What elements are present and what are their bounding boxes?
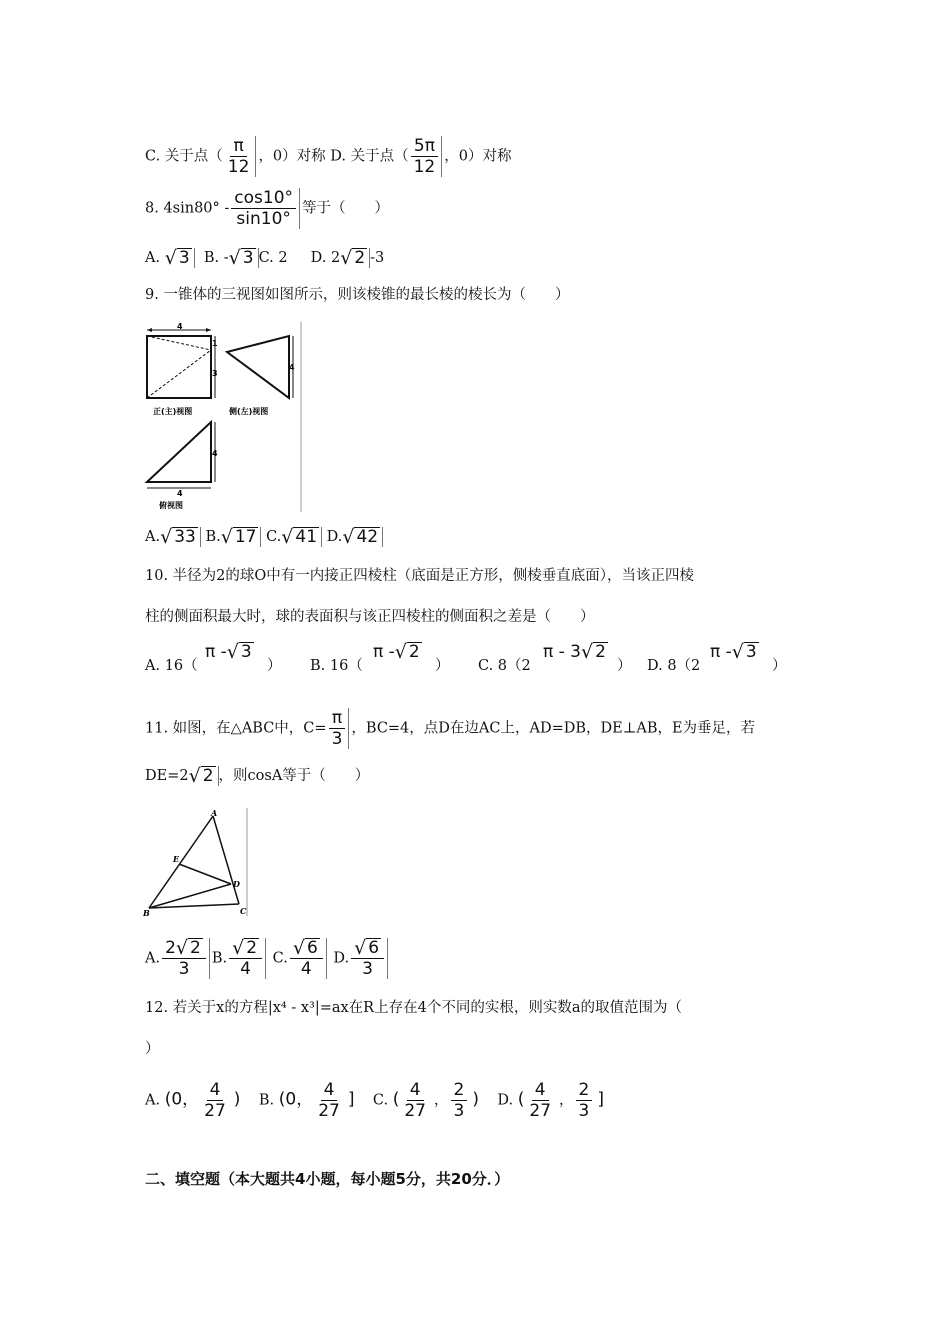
q12-option-c-denominator-2: 3 <box>453 1101 465 1121</box>
q11-line2-suffix: ，则cosA等于（ ） <box>218 768 370 784</box>
q11-options <box>145 938 390 979</box>
q12-option-c-numerator-1: 4 <box>407 1080 424 1101</box>
q8-option-c: C. 2 <box>258 250 288 266</box>
q11-vertex-c-label: C <box>240 906 247 916</box>
q12-option-d-denominator-1: 27 <box>529 1101 552 1121</box>
q10-option-c-pi: π - 3 <box>543 642 581 662</box>
q9-side-view-label: 侧(左)视图 <box>229 407 269 416</box>
q9-option-a-radical: √ 33 <box>160 527 201 547</box>
q12-option-b-fraction <box>315 1080 346 1121</box>
q8-option-b-radical: √ 3 <box>229 248 259 268</box>
q10-option-c-radicand: 2 <box>595 642 606 662</box>
q12-option-d-denominator-2: 3 <box>578 1101 590 1121</box>
q12-option-c-comma: ， <box>434 1092 449 1109</box>
q12-option-d-label: D. <box>497 1092 514 1109</box>
q7-option-c-suffix: ，0）对称 <box>258 148 326 165</box>
q11-option-b-numerator: √ 2 <box>229 938 262 959</box>
q12-option-b-denominator: 27 <box>318 1101 340 1121</box>
q10-option-d-radicand: 3 <box>745 642 757 662</box>
q9-side-view <box>227 336 295 416</box>
q9-option-c-label: C. <box>266 529 282 545</box>
q11-option-d-fraction <box>351 938 388 979</box>
q12-stem-line-1: 12. 若关于x的方程|x⁴ - x³|=ax在R上存在4个不同的实根，则实数a的取值范围为（ <box>145 1000 682 1016</box>
q12-option-a-numerator: 4 <box>207 1080 224 1101</box>
q11-angle-numerator: π <box>329 708 345 729</box>
q11-stem-line-2 <box>145 766 369 786</box>
q12-option-a-close: ) <box>233 1089 241 1110</box>
q9-front-dim-1: 1 <box>212 339 218 348</box>
q9-front-view <box>147 322 218 416</box>
q12-option-b-numerator: 4 <box>321 1080 338 1101</box>
q11-angle-fraction <box>329 708 350 749</box>
q12-option-c-fraction-1 <box>401 1080 432 1121</box>
q11-option-b-denominator: 4 <box>240 959 251 979</box>
q10-option-a-expr: π - √ 3 <box>205 641 252 663</box>
q10-option-b-close: ） <box>435 658 450 674</box>
q10-option-d-label: D. 8（2 <box>647 658 701 674</box>
q7-c-numerator: π <box>230 136 246 157</box>
q9-option-c-radicand: 41 <box>295 527 318 547</box>
q11-option-d-label: D. <box>333 950 350 967</box>
q12-option-d-fraction-1 <box>526 1080 557 1121</box>
q9-option-a-label: A. <box>145 529 161 545</box>
q7-d-numerator: 5π <box>411 136 438 157</box>
q11-point-e-label: E <box>173 854 180 864</box>
q9-top-width-label: 4 <box>177 489 183 498</box>
q10-option-a-close: ） <box>267 658 282 674</box>
q7-c-denominator: 12 <box>227 157 250 177</box>
q11-vertex-a-label: A <box>211 808 218 818</box>
q8-fraction <box>231 188 300 229</box>
q10-option-c-expr: π - 3 √ 2 <box>543 641 606 663</box>
q12-option-c-label: C. <box>372 1092 389 1109</box>
q7-c-fraction <box>225 136 257 177</box>
q12-option-c-fraction-2 <box>451 1080 471 1121</box>
q12-option-d-fraction-2 <box>576 1080 596 1121</box>
q11-option-d-denominator: 3 <box>362 959 373 979</box>
q12-option-b-label: B. <box>258 1092 275 1109</box>
q12-option-d-numerator-1: 4 <box>532 1080 549 1101</box>
q8-stem <box>145 188 389 229</box>
q11-option-d-numerator: √ 6 <box>351 938 384 959</box>
q8-option-d-label: D. 2 <box>310 250 341 266</box>
q12-option-a-fraction <box>201 1080 232 1121</box>
q11-vertex-b-label: B <box>143 908 150 916</box>
q12-option-c-close: ) <box>472 1089 479 1110</box>
section-2-heading: 二、填空题（本大题共4小题，每小题5分，共20分．） <box>145 1170 510 1188</box>
q12-option-c-open: ( <box>392 1089 400 1110</box>
q10-option-b-expr: π - √ 2 <box>373 641 420 663</box>
q12-option-d-open: ( <box>517 1089 525 1110</box>
q11-option-a-label: A. <box>145 950 161 967</box>
q12-option-b-close: ] <box>347 1089 355 1110</box>
q9-front-dim-3: 3 <box>212 369 218 378</box>
q8-option-d-radicand: 2 <box>354 248 366 268</box>
q12-option-c-denominator-1: 27 <box>404 1101 426 1121</box>
q8-numerator: cos10° <box>231 188 296 209</box>
q12-option-d-close: ] <box>597 1089 604 1110</box>
q12-option-d-numerator-2: 2 <box>576 1080 593 1101</box>
q8-denominator: sin10° <box>236 209 291 229</box>
q9-three-view-figure <box>143 322 303 512</box>
q11-option-a-numerator: 2 √ 2 <box>162 938 206 959</box>
q10-stem-line-2: 柱的侧面积最大时，球的表面积与该正四棱柱的侧面积之差是（ ） <box>145 609 595 625</box>
q11-line1-prefix: 11. 如图，在△ABC中，C= <box>145 720 327 737</box>
q9-option-d-radical: √ 42 <box>342 527 383 547</box>
q10-option-d-close: ） <box>772 658 787 674</box>
q10-stem-line-1: 10. 半径为2的球O中有一内接正四棱柱（底面是正方形，侧棱垂直底面），当该正四棱 <box>145 568 695 584</box>
q9-top-height-label: 4 <box>212 449 218 458</box>
q11-option-d-radicand: 6 <box>368 938 380 958</box>
q11-angle-denominator: 3 <box>331 729 343 749</box>
q9-top-view-label: 俯视图 <box>159 501 183 510</box>
q11-option-c-label: C. <box>272 950 288 967</box>
q12-option-c-numerator-2: 2 <box>451 1080 468 1101</box>
q11-line1-suffix: ，BC=4，点D在边AC上，AD=DB，DE⊥AB，E为垂足，若 <box>351 720 756 737</box>
q9-top-view <box>147 422 218 510</box>
q9-front-width-label: 4 <box>177 322 183 331</box>
q9-option-d-label: D. <box>326 529 343 545</box>
q8-option-a-radicand: 3 <box>178 248 190 268</box>
q8-option-d-radical: √ 2 <box>340 248 370 268</box>
q8-suffix: 等于（ ） <box>302 200 390 217</box>
q8-option-a-label: A. <box>145 250 165 266</box>
q11-option-b-label: B. <box>211 950 228 967</box>
q7-options <box>145 136 511 177</box>
q11-triangle-figure <box>143 808 249 916</box>
q10-option-d-expr: π - √ 3 <box>710 641 757 663</box>
q11-option-c-radicand: 6 <box>306 938 318 958</box>
q11-stem-line-1 <box>145 708 755 749</box>
q11-de-radical: √ 2 <box>189 766 219 786</box>
q8-option-d-tail: -3 <box>370 250 385 266</box>
q12-option-d-comma: ， <box>559 1092 574 1109</box>
q9-option-d-radicand: 42 <box>356 527 379 547</box>
q9-option-b-label: B. <box>205 529 221 545</box>
q11-option-c-denominator: 4 <box>300 959 312 979</box>
q12-option-a-open: (0， <box>164 1089 200 1110</box>
q10-option-a-radicand: 3 <box>240 642 252 662</box>
q10-option-d-pi: π - <box>710 642 732 662</box>
q12-option-a-label: A. <box>145 1092 161 1109</box>
q8-option-a-radical: √ 3 <box>165 248 195 268</box>
q10-option-b-label: B. 16（ <box>310 658 363 674</box>
q12-option-b-open: (0， <box>278 1089 314 1110</box>
q9-option-a-radicand: 33 <box>174 527 196 547</box>
q7-d-fraction <box>411 136 443 177</box>
q11-de-radicand: 2 <box>202 766 214 786</box>
q10-option-b-pi: π - <box>373 642 395 662</box>
q10-option-b-radicand: 2 <box>408 642 420 662</box>
q11-option-c-fraction <box>290 938 327 979</box>
q10-option-a-label: A. 16（ <box>145 658 198 674</box>
q12-options <box>145 1080 604 1121</box>
q11-option-a-denominator: 3 <box>178 959 190 979</box>
q10-option-c-label: C. 8（2 <box>478 658 531 674</box>
q8-prefix: 8. 4sin80° - <box>145 200 230 217</box>
q8-option-b-label: B. - <box>203 250 229 266</box>
q11-option-a-fraction <box>162 938 210 979</box>
q9-stem: 9. 一锥体的三视图如图所示，则该棱锥的最长棱的棱长为（ ） <box>145 287 570 303</box>
q8-options <box>145 248 384 268</box>
q9-option-b-radical: √ 17 <box>221 527 262 547</box>
q11-point-d-label: D <box>233 879 240 889</box>
q7-option-c-prefix: C. 关于点（ <box>145 148 223 165</box>
q7-option-d-suffix: ，0）对称 <box>444 148 512 165</box>
q10-options <box>145 641 805 680</box>
q10-option-a-pi: π - <box>205 642 227 662</box>
q9-side-height-label: 4 <box>289 363 295 372</box>
q12-option-a-denominator: 27 <box>204 1101 226 1121</box>
q9-front-view-label: 正(主)视图 <box>153 407 193 416</box>
q10-option-c-close: ） <box>617 658 632 674</box>
q9-options <box>145 527 383 547</box>
q9-option-c-radical: √ 41 <box>281 527 322 547</box>
q7-d-denominator: 12 <box>413 157 436 177</box>
q11-option-b-fraction <box>229 938 266 979</box>
q11-option-c-numerator: √ 6 <box>290 938 323 959</box>
q11-line2-prefix: DE=2 <box>145 768 189 784</box>
q11-option-b-radicand: 2 <box>246 938 258 958</box>
q9-option-b-radicand: 17 <box>234 527 257 547</box>
q8-option-b-radicand: 3 <box>242 248 254 268</box>
q12-stem-line-2: ） <box>145 1041 160 1057</box>
q7-option-d-prefix: D. 关于点（ <box>330 148 409 165</box>
q11-option-a-coef: 2 <box>165 938 176 958</box>
q11-option-a-radicand: 2 <box>190 938 201 958</box>
